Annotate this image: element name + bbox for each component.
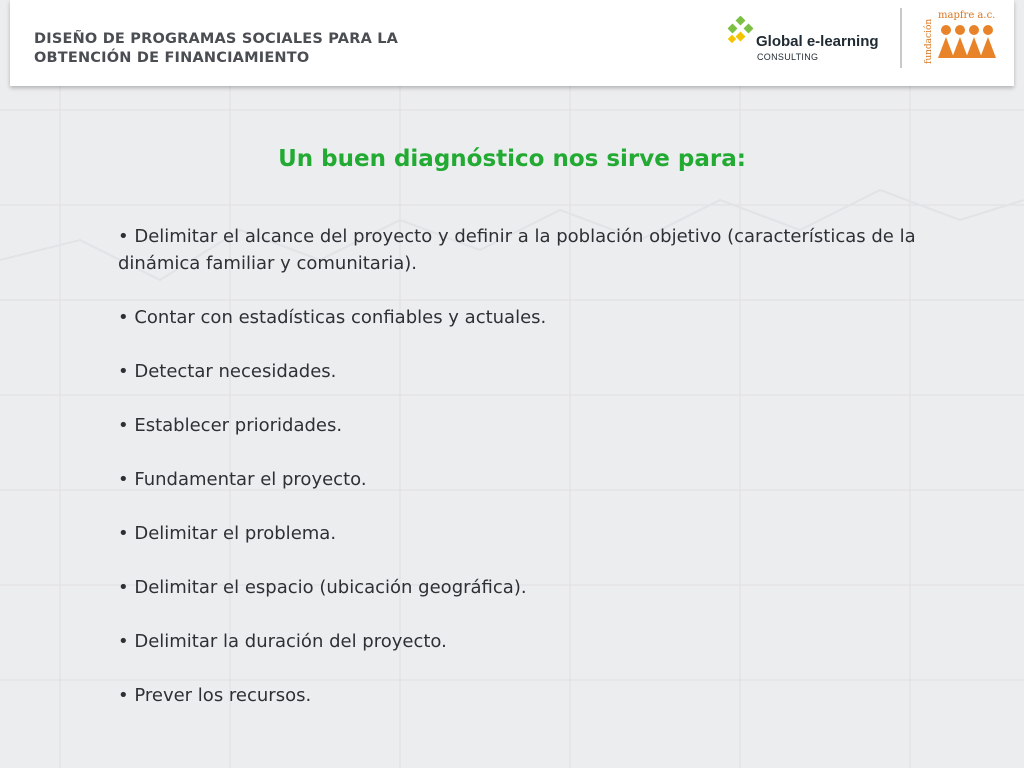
bullet-item: • Fundamentar el proyecto.: [118, 469, 367, 490]
bullet-item: • Contar con estadísticas confiables y actuales.: [118, 307, 547, 328]
bullet-item: • Delimitar la duración del proyecto.: [118, 631, 447, 652]
bullet-item: • Establecer prioridades.: [118, 415, 343, 436]
global-elearning-logo: [726, 14, 896, 64]
bullet-item: • Delimitar el espacio (ubicación geográfica).: [118, 577, 527, 598]
header-title: [34, 30, 398, 68]
fundacion-top-text: mapfre a.c.: [938, 10, 996, 21]
bullet-item: • Detectar necesidades.: [118, 361, 337, 382]
global-elearning-mark-icon: [726, 16, 756, 46]
bullet-item: • Prever los recursos.: [118, 685, 312, 706]
bullet-item: • Delimitar el alcance del proyecto y definir a la población objetivo (características de la dinámica familiar y comunitaria).: [118, 226, 916, 274]
global-elearning-name: Global e-learning: [756, 33, 879, 50]
fundacion-people-icon: [936, 22, 1000, 62]
header-divider: [900, 8, 902, 68]
slide-header: [10, 0, 1014, 86]
global-elearning-sub: CONSULTING: [757, 52, 819, 62]
header-title-line-1: DISEÑO DE PROGRAMAS SOCIALES PARA LA: [34, 31, 399, 47]
slide-title: Un buen diagnóstico nos sirve para:: [278, 146, 746, 172]
bullet-item: • Delimitar el problema.: [118, 523, 337, 544]
fundacion-mapfre-logo: [922, 8, 1008, 68]
bullet-list: [118, 223, 918, 736]
header-title-line-2: OBTENCIÓN DE FINANCIAMIENTO: [34, 50, 310, 66]
fundacion-vertical-text: fundación: [924, 18, 934, 64]
